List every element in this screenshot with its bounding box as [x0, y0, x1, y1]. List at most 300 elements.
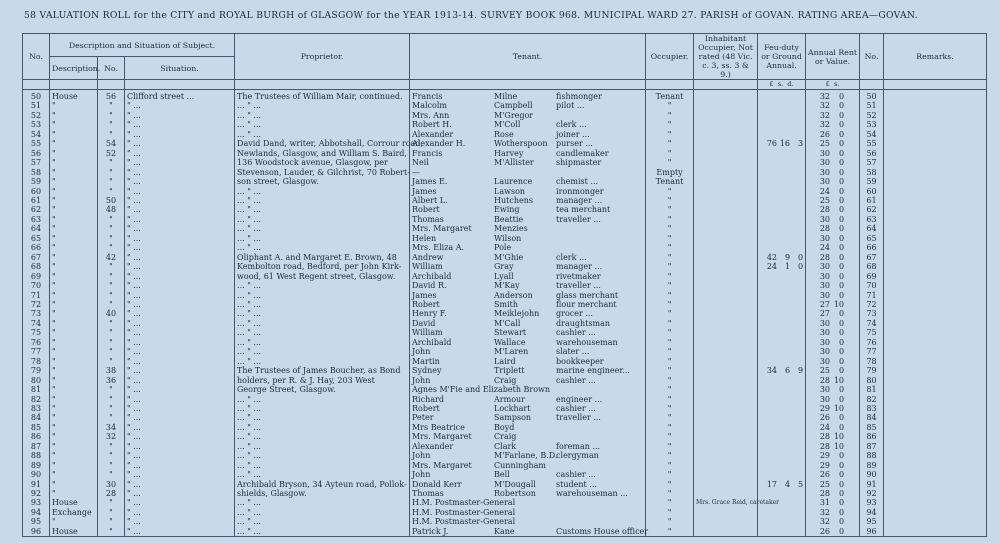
row-inhabitant — [694, 376, 758, 385]
row-rent — [806, 480, 860, 489]
row-description: " — [50, 451, 98, 460]
row-description: " — [50, 130, 98, 139]
row-no: 93 — [23, 498, 50, 507]
row-no: 72 — [23, 300, 50, 309]
rent-shillings: 0 — [838, 290, 845, 300]
row-situation: " ... — [125, 291, 235, 300]
row-proprietor: ... " ... — [235, 215, 410, 224]
row-number: " — [98, 357, 125, 366]
row-description: " — [50, 480, 98, 489]
rent-pounds: 30 — [819, 328, 831, 338]
feu-shillings: 4 — [784, 479, 791, 489]
rent-shillings: 0 — [838, 205, 845, 215]
row-no-right: 64 — [860, 224, 884, 233]
row-tenant — [410, 451, 646, 460]
row-tenant — [410, 338, 646, 347]
row-no-right: 69 — [860, 272, 884, 281]
row-situation: " ... — [125, 461, 235, 470]
row-number: 42 — [98, 253, 125, 262]
row-remarks — [884, 291, 987, 300]
row-tenant — [410, 234, 646, 243]
rent-shillings: 0 — [838, 422, 845, 432]
row-remarks — [884, 309, 987, 318]
row-inhabitant — [694, 480, 758, 489]
row-occupier: " — [646, 357, 694, 366]
row-occupier: " — [646, 243, 694, 252]
rent-shillings: 0 — [838, 92, 845, 101]
row-occupier: " — [646, 111, 694, 120]
row-feu — [758, 328, 806, 337]
row-feu — [758, 309, 806, 318]
tenant-occupation: ironmonger — [556, 186, 604, 196]
row-proprietor: ... " ... — [235, 130, 410, 139]
row-occupier: " — [646, 376, 694, 385]
tenant-surname: Anderson — [494, 290, 533, 300]
rent-pounds: 28 — [819, 224, 831, 234]
tenant-occupation: pilot ... — [556, 101, 585, 111]
row-rent — [806, 489, 860, 498]
col-no: No. — [23, 34, 50, 80]
tenant-forename: Malcolm — [412, 101, 447, 111]
row-situation: " ... — [125, 272, 235, 281]
tenant-surname: Wilson — [494, 233, 522, 243]
row-feu — [758, 357, 806, 366]
row-tenant — [410, 309, 646, 318]
tenant-forename: John — [412, 451, 431, 461]
row-feu — [758, 90, 806, 102]
row-no-right: 55 — [860, 139, 884, 148]
row-proprietor: ... " ... — [235, 196, 410, 205]
row-proprietor: holders, per R. & J. Hay, 203 West — [235, 376, 410, 385]
feu-pounds: 76 — [766, 139, 778, 149]
row-remarks — [884, 451, 987, 460]
row-no: 74 — [23, 319, 50, 328]
row-no-right: 60 — [860, 187, 884, 196]
row-rent — [806, 366, 860, 375]
tenant-occupation: marine engineer... — [556, 366, 630, 376]
row-no-right: 52 — [860, 111, 884, 120]
rent-pounds: 30 — [819, 337, 831, 347]
row-inhabitant — [694, 300, 758, 309]
row-no-right: 75 — [860, 328, 884, 337]
row-tenant — [410, 281, 646, 290]
row-occupier: " — [646, 101, 694, 110]
row-description: " — [50, 413, 98, 422]
row-occupier: " — [646, 404, 694, 413]
row-inhabitant — [694, 451, 758, 460]
row-occupier: " — [646, 451, 694, 460]
tenant-forename: David R. — [412, 281, 447, 291]
row-remarks — [884, 527, 987, 537]
tenant-surname: Armour — [494, 394, 526, 404]
rent-pounds: 32 — [819, 517, 831, 527]
row-number: " — [98, 215, 125, 224]
row-situation: " ... — [125, 281, 235, 290]
row-tenant — [410, 149, 646, 158]
row-inhabitant — [694, 177, 758, 186]
row-description: " — [50, 205, 98, 214]
tenant-forename: Robert — [412, 299, 440, 309]
rent-pounds: 32 — [819, 101, 831, 111]
rent-pounds: 25 — [819, 195, 831, 205]
row-rent — [806, 253, 860, 262]
tenant-surname: M'Coll — [494, 120, 521, 130]
row-number: " — [98, 300, 125, 309]
row-occupier: " — [646, 498, 694, 507]
row-feu — [758, 404, 806, 413]
row-number: 56 — [98, 90, 125, 102]
row-proprietor: Newlands, Glasgow, and William S. Baird, — [235, 149, 410, 158]
row-situation: " ... — [125, 139, 235, 148]
row-rent — [806, 442, 860, 451]
table-row — [23, 517, 987, 526]
table-row — [23, 309, 987, 318]
row-no-right: 73 — [860, 309, 884, 318]
row-rent — [806, 187, 860, 196]
row-inhabitant — [694, 196, 758, 205]
table-row — [23, 224, 987, 233]
col-tenant: Tenant. — [410, 34, 646, 80]
row-inhabitant — [694, 262, 758, 271]
tenant-forename: Archibald — [412, 271, 452, 281]
row-inhabitant — [694, 423, 758, 432]
row-no-right: 62 — [860, 205, 884, 214]
row-situation: " ... — [125, 498, 235, 507]
rent-pounds: 32 — [819, 507, 831, 517]
rent-pounds: 29 — [819, 403, 831, 413]
row-situation: " ... — [125, 423, 235, 432]
tenant-occupation: flour merchant — [556, 299, 617, 309]
rent-shillings: 0 — [838, 451, 845, 461]
row-description: " — [50, 328, 98, 337]
rent-shillings: 0 — [838, 385, 845, 395]
table-row — [23, 376, 987, 385]
row-inhabitant — [694, 508, 758, 517]
row-no: 86 — [23, 432, 50, 441]
rent-pounds: 28 — [819, 205, 831, 215]
row-no-right: 58 — [860, 168, 884, 177]
row-feu — [758, 527, 806, 537]
feu-pounds: 34 — [766, 366, 778, 376]
feu-pounds: 24 — [766, 262, 778, 272]
row-proprietor: ... " ... — [235, 224, 410, 233]
row-inhabitant — [694, 205, 758, 214]
row-proprietor: ... " ... — [235, 300, 410, 309]
row-feu — [758, 489, 806, 498]
table-row — [23, 395, 987, 404]
row-no: 51 — [23, 101, 50, 110]
row-occupier: " — [646, 480, 694, 489]
row-inhabitant — [694, 319, 758, 328]
tenant-surname: Campbell — [494, 101, 533, 111]
row-feu — [758, 517, 806, 526]
row-number: " — [98, 517, 125, 526]
tenant-surname: Stewart — [494, 328, 527, 338]
row-tenant — [410, 262, 646, 271]
row-occupier: " — [646, 395, 694, 404]
tenant-forename: Mrs. Margaret — [412, 224, 472, 234]
row-situation: " ... — [125, 480, 235, 489]
row-occupier: " — [646, 413, 694, 422]
row-inhabitant — [694, 158, 758, 167]
rent-shillings: 0 — [838, 110, 845, 120]
row-tenant — [410, 111, 646, 120]
row-feu — [758, 498, 806, 507]
row-proprietor: ... " ... — [235, 347, 410, 356]
tenant-forename: Alexander — [412, 129, 454, 139]
row-rent — [806, 300, 860, 309]
row-number: " — [98, 451, 125, 460]
row-no: 87 — [23, 442, 50, 451]
row-tenant — [410, 120, 646, 129]
row-remarks — [884, 366, 987, 375]
rent-shillings: 0 — [838, 318, 845, 328]
row-feu — [758, 253, 806, 262]
rent-pounds: 28 — [819, 432, 831, 442]
row-rent — [806, 101, 860, 110]
table-row — [23, 357, 987, 366]
rent-shillings: 0 — [838, 366, 845, 376]
row-rent — [806, 111, 860, 120]
row-description: " — [50, 461, 98, 470]
row-no: 81 — [23, 385, 50, 394]
row-remarks — [884, 328, 987, 337]
row-description: " — [50, 376, 98, 385]
row-situation: " ... — [125, 527, 235, 537]
row-description: " — [50, 262, 98, 271]
row-number: 54 — [98, 139, 125, 148]
tenant-forename: John — [412, 470, 431, 480]
col-feu: Feu-duty or Ground Annual. — [758, 34, 806, 80]
row-no-right: 53 — [860, 120, 884, 129]
row-tenant — [410, 187, 646, 196]
tenant-occupation: engineer ... — [556, 394, 603, 404]
row-situation: " ... — [125, 451, 235, 460]
tenant-surname: Craig — [494, 375, 517, 385]
row-inhabitant — [694, 470, 758, 479]
row-feu — [758, 120, 806, 129]
tenant-occupation: cashier ... — [556, 375, 596, 385]
row-proprietor: ... " ... — [235, 328, 410, 337]
row-situation: " ... — [125, 338, 235, 347]
row-occupier: " — [646, 328, 694, 337]
row-no-right: 85 — [860, 423, 884, 432]
tenant-forename: H.M. Postmaster-General — [412, 498, 516, 508]
row-occupier: " — [646, 527, 694, 537]
row-proprietor: ... " ... — [235, 527, 410, 537]
row-number: " — [98, 395, 125, 404]
tenant-forename: Mrs. Ann — [412, 110, 450, 120]
row-inhabitant — [694, 120, 758, 129]
row-feu — [758, 338, 806, 347]
row-tenant — [410, 291, 646, 300]
rent-pounds: 31 — [819, 498, 831, 508]
table-row — [23, 139, 987, 148]
rent-pounds: 30 — [819, 394, 831, 404]
rent-pounds: 24 — [819, 186, 831, 196]
tenant-forename: H.M. Postmaster-General — [412, 517, 516, 527]
row-tenant — [410, 489, 646, 498]
tenant-occupation: traveller ... — [556, 214, 601, 224]
row-proprietor: ... " ... — [235, 281, 410, 290]
row-no: 77 — [23, 347, 50, 356]
row-proprietor: George Street, Glasgow. — [235, 385, 410, 394]
row-proprietor: David Dand, writer, Abbotshall, Corrour road, — [235, 139, 410, 148]
row-no-right: 83 — [860, 404, 884, 413]
row-inhabitant — [694, 234, 758, 243]
table-row — [23, 243, 987, 252]
row-feu — [758, 177, 806, 186]
tenant-surname: M'Dougall — [494, 479, 536, 489]
tenant-surname: Bell — [494, 470, 510, 480]
tenant-occupation: Customs House officer — [556, 526, 649, 536]
table-row — [23, 262, 987, 271]
row-feu — [758, 291, 806, 300]
table-row — [23, 527, 987, 537]
feu-units: £ s. d. — [758, 80, 806, 90]
row-no: 85 — [23, 423, 50, 432]
table-row — [23, 366, 987, 375]
row-occupier: " — [646, 423, 694, 432]
tenant-surname: Lockhart — [494, 403, 531, 413]
row-situation: " ... — [125, 262, 235, 271]
row-rent — [806, 498, 860, 507]
row-number: " — [98, 130, 125, 139]
row-occupier: " — [646, 130, 694, 139]
row-number: " — [98, 404, 125, 413]
feu-shillings: 1 — [784, 262, 791, 272]
row-situation: " ... — [125, 404, 235, 413]
row-situation: " ... — [125, 413, 235, 422]
row-number: 30 — [98, 480, 125, 489]
row-rent — [806, 224, 860, 233]
row-feu — [758, 347, 806, 356]
table-row — [23, 196, 987, 205]
row-description: " — [50, 395, 98, 404]
row-situation: " ... — [125, 328, 235, 337]
tenant-surname: Craig — [494, 432, 517, 442]
tenant-forename: — — [412, 167, 421, 177]
row-inhabitant — [694, 432, 758, 441]
tenant-occupation: shipmaster — [556, 158, 602, 168]
rent-shillings: 0 — [838, 233, 845, 243]
row-description: " — [50, 101, 98, 110]
row-rent — [806, 291, 860, 300]
row-description: " — [50, 149, 98, 158]
row-description: " — [50, 215, 98, 224]
row-feu — [758, 187, 806, 196]
row-occupier: " — [646, 338, 694, 347]
tenant-forename: Peter — [412, 413, 434, 423]
row-no-right: 96 — [860, 527, 884, 537]
row-feu — [758, 281, 806, 290]
row-feu — [758, 470, 806, 479]
tenant-surname: Boyd — [494, 422, 515, 432]
row-rent — [806, 281, 860, 290]
row-situation: " ... — [125, 149, 235, 158]
tenant-surname: Milne — [494, 92, 518, 101]
row-description: " — [50, 404, 98, 413]
col-proprietor: Proprietor. — [235, 34, 410, 80]
rent-pounds: 30 — [819, 148, 831, 158]
row-feu — [758, 461, 806, 470]
row-no-right: 72 — [860, 300, 884, 309]
row-proprietor: ... " ... — [235, 404, 410, 413]
row-no: 67 — [23, 253, 50, 262]
table-row — [23, 149, 987, 158]
row-situation: " ... — [125, 347, 235, 356]
table-row — [23, 253, 987, 262]
row-tenant — [410, 168, 646, 177]
row-inhabitant — [694, 328, 758, 337]
row-tenant — [410, 413, 646, 422]
row-number: " — [98, 498, 125, 507]
rent-shillings: 0 — [838, 470, 845, 480]
row-remarks — [884, 385, 987, 394]
rent-pounds: 29 — [819, 460, 831, 470]
rent-pounds: 30 — [819, 290, 831, 300]
row-occupier: " — [646, 347, 694, 356]
row-no: 56 — [23, 149, 50, 158]
row-remarks — [884, 508, 987, 517]
row-occupier: " — [646, 205, 694, 214]
row-remarks — [884, 224, 987, 233]
row-no: 96 — [23, 527, 50, 537]
row-rent — [806, 309, 860, 318]
tenant-occupation: cashier ... — [556, 403, 596, 413]
col-inhabitant: Inhabitant Occupier, Not rated (48 Vic. c. 3, ss. 3 & 9.) — [694, 34, 758, 80]
tenant-forename: Mrs. Eliza A. — [412, 243, 465, 253]
row-tenant — [410, 215, 646, 224]
row-description: " — [50, 489, 98, 498]
row-feu — [758, 508, 806, 517]
row-no-right: 70 — [860, 281, 884, 290]
table-row — [23, 413, 987, 422]
col-description: Description. — [50, 57, 98, 80]
col-remarks: Remarks. — [884, 34, 987, 80]
tenant-occupation: chemist ... — [556, 177, 599, 187]
row-description: " — [50, 319, 98, 328]
row-number: 28 — [98, 489, 125, 498]
row-no: 68 — [23, 262, 50, 271]
row-description: " — [50, 517, 98, 526]
row-tenant — [410, 130, 646, 139]
row-tenant — [410, 526, 649, 537]
row-proprietor: wood, 61 West Regent street, Glasgow. — [235, 272, 410, 281]
valuation-table — [22, 33, 987, 537]
row-description: " — [50, 234, 98, 243]
row-situation: " ... — [125, 300, 235, 309]
table-body — [23, 90, 987, 537]
tenant-occupation: grocer ... — [556, 309, 594, 319]
row-no-right: 91 — [860, 480, 884, 489]
row-description: " — [50, 366, 98, 375]
tenant-forename: Agnes M'Fie and Elizabeth Brown — [412, 385, 551, 395]
row-no: 70 — [23, 281, 50, 290]
row-rent — [806, 404, 860, 413]
row-description: " — [50, 253, 98, 262]
row-no-right: 79 — [860, 366, 884, 375]
row-no: 64 — [23, 224, 50, 233]
row-description: " — [50, 272, 98, 281]
rent-shillings: 0 — [838, 517, 845, 527]
row-situation: " ... — [125, 158, 235, 167]
row-feu — [758, 205, 806, 214]
row-rent — [806, 385, 860, 394]
tenant-surname: Clark — [494, 441, 517, 451]
feu-pence: 3 — [797, 139, 804, 149]
row-situation: " ... — [125, 395, 235, 404]
